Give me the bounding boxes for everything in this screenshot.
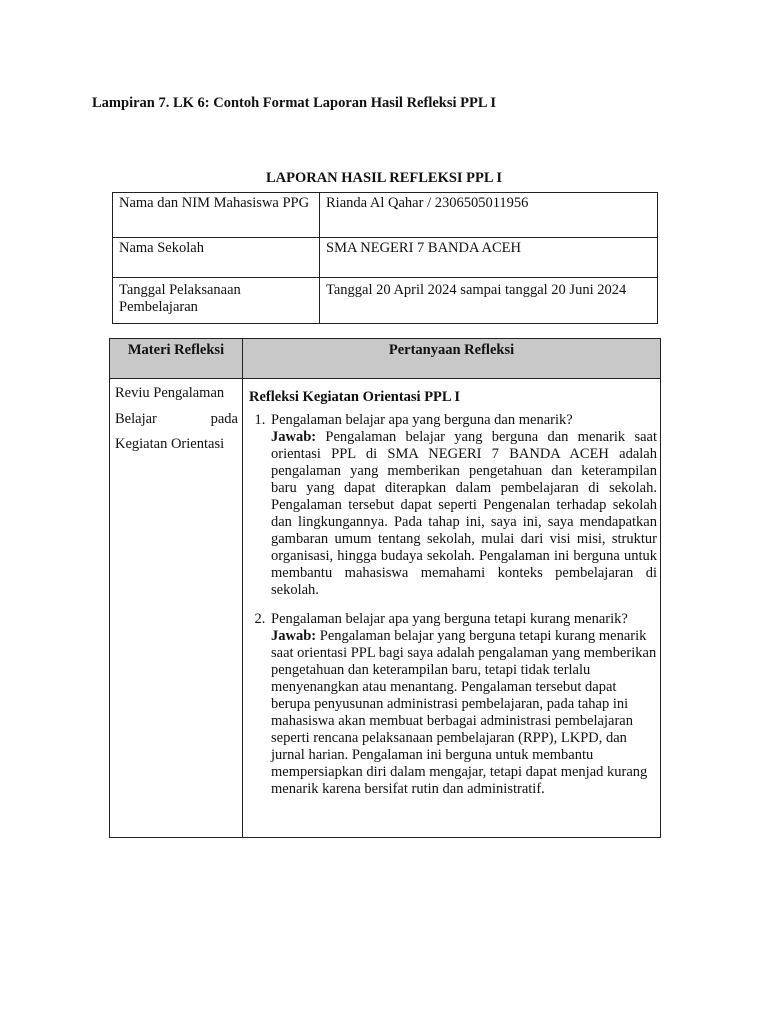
jawab-label-1: Jawab: — [271, 429, 317, 445]
question-item-1 — [269, 412, 657, 599]
date-value: Tanggal 20 April 2024 sampai tanggal 20 Juni 2024 — [320, 278, 658, 324]
student-row — [113, 193, 658, 238]
answer-1-text: Pengalaman belajar yang berguna dan menarik saat orientasi PPL di SMA NEGERI 7 BANDA ACEH adalah pengalaman yang memberikan pengetahuan dan keterampilan baru yang dapat diterapkan dalam pembelajaran di sekolah. Pengalaman tersebut dapat seperti Pengenalan terhadap sekolah dan lingkungannya. Pada tahap ini, saya ini, saya mendapatkan gambaran umum tentang sekolah, mulai dari visi misi, struktur organisasi, hingga budaya sekolah. Pengalaman ini berguna untuk membantu mahasiswa memahami konteks pembelajaran di sekolah. — [271, 429, 657, 598]
date-label: Tanggal Pelaksanaan Pembelajaran — [113, 278, 320, 324]
school-label: Nama Sekolah — [113, 238, 320, 278]
answer-1 — [271, 429, 657, 599]
materi-word-belajar: Belajar — [115, 410, 157, 427]
materi-line-3: Kegiatan Orientasi — [115, 436, 225, 452]
materi-line-1: Reviu Pengalaman — [115, 385, 225, 401]
student-value: Rianda Al Qahar / 2306505011956 — [320, 193, 658, 238]
question-item-2 — [269, 611, 657, 798]
school-value: SMA NEGERI 7 BANDA ACEH — [320, 238, 658, 278]
report-title: LAPORAN HASIL REFLEKSI PPL I — [265, 170, 503, 186]
reflection-table — [109, 338, 661, 838]
reflection-body-row — [110, 379, 661, 838]
question-1-text: 1. Pengalaman belajar apa yang berguna dan menarik? — [271, 412, 573, 428]
materi-line-2 — [115, 407, 238, 433]
materi-column-header: Materi Refleksi — [110, 339, 243, 379]
pertanyaan-cell — [243, 379, 661, 838]
answer-2 — [271, 628, 657, 798]
school-row — [113, 238, 658, 278]
lampiran-heading: Lampiran 7. LK 6: Contoh Format Laporan Hasil Refleksi PPL I — [92, 95, 497, 111]
answer-2-text: Pengalaman belajar yang berguna tetapi kurang menarik saat orientasi PPL bagi saya adalah pengalaman yang memberikan pengetahuan dan keterampilan baru, tetapi tidak terlalu menyenangkan atau menantang. Pengalaman tersebut dapat berupa penyusunan administrasi pembelajaran, pada tahap ini mahasiswa akan membuat berbagai administrasi pembelajaran seperti rencana pelaksanaan pembelajaran (RPP), LKPD, dan jurnal harian. Pengalaman ini berguna untuk membantu mempersiapkan diri dalam mengajar, tetapi dapat menjad kurang menarik karena bersifat rutin dan administratif. — [271, 628, 657, 797]
question-list — [249, 412, 657, 798]
jawab-label-2: Jawab: — [271, 628, 317, 644]
student-label: Nama dan NIM Mahasiswa PPG — [113, 193, 320, 238]
section-title: Refleksi Kegiatan Orientasi PPL I — [249, 389, 461, 405]
reflection-header-row — [110, 339, 661, 379]
materi-word-pada: pada — [210, 410, 238, 427]
question-2-text: 2. Pengalaman belajar apa yang berguna tetapi kurang menarik? — [271, 611, 628, 627]
identity-table — [112, 192, 658, 324]
date-row — [113, 278, 658, 324]
pertanyaan-column-header: Pertanyaan Refleksi — [243, 339, 661, 379]
materi-cell — [110, 379, 243, 838]
